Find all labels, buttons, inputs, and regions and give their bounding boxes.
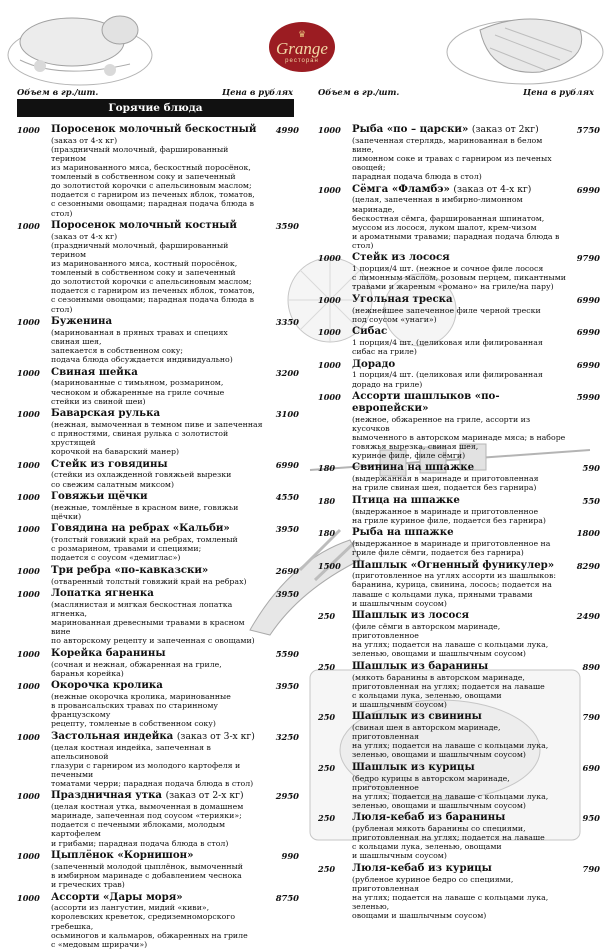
- item-price: 6990: [576, 327, 600, 338]
- item-price: 5590: [275, 648, 299, 659]
- item-volume: 1000: [17, 459, 40, 470]
- item-volume: 1000: [17, 892, 40, 903]
- item-volume: 250: [318, 611, 336, 622]
- item-volume: 1000: [17, 681, 40, 692]
- item-description: (нежная, вымоченная в темном пиве и запеченная с пряностями, свиная рулька с золотистой хрустящей корочкой на баварский манер): [51, 419, 263, 457]
- item-price: 790: [582, 712, 600, 723]
- item-volume: 250: [318, 661, 336, 672]
- menu-item: [318, 184, 600, 250]
- item-volume: 1000: [17, 492, 40, 503]
- item-note: (заказ от 2кг): [471, 124, 539, 135]
- item-name: Поросенок молочный бескостный: [51, 123, 257, 135]
- item-name: Стейк из говядины: [51, 457, 168, 470]
- item-description: (заказ от 4-х кг) (праздничный молочный, фаршированный терином из маринованного мяса, бескостный поросёнок, томленый в собственном соку и запеченный до золотистой корочки с апельсиновым маслом; подается с гарниром из печеных яблок, томатов, с сезонными овощами; парадная подача блюда в стол): [51, 135, 255, 218]
- item-name: Сёмга «Фламбэ»: [352, 182, 450, 195]
- item-description: (маслянистая и мягкая бескостная лопатка ягненка, маринованная древесными травами в красном вине по авторскому рецепту и запеченная с овощами): [51, 599, 255, 646]
- item-price: 3950: [275, 524, 299, 535]
- item-description: (сочная и нежная, обжаренная на гриле, баранья корейка): [51, 659, 222, 678]
- item-price: 8290: [576, 560, 600, 571]
- menu-item: [17, 523, 299, 562]
- item-name: Баварская рулька: [51, 407, 161, 420]
- item-price: 690: [582, 762, 600, 773]
- item-price: 4990: [275, 125, 299, 135]
- menu-item: [17, 459, 299, 489]
- item-volume: 1000: [318, 392, 341, 402]
- item-volume: 250: [318, 762, 336, 773]
- menu-item: [17, 790, 299, 847]
- item-note: (заказ от 2-х кг): [165, 790, 244, 802]
- item-name: Люля-кебаб из баранины: [352, 811, 506, 824]
- menu-item: [318, 391, 600, 460]
- item-name: Рыба «по – царски»: [352, 123, 469, 135]
- item-name: Сибас: [352, 325, 388, 338]
- item-volume: 1000: [17, 589, 40, 600]
- item-volume: 1000: [17, 524, 40, 535]
- menu-item: [17, 680, 299, 728]
- menu-item: [17, 565, 299, 586]
- item-price: 5990: [576, 392, 600, 402]
- item-description: (бедро курицы в авторском маринаде, приготовленное на углях; подается на лаваше с кольцами лука, зеленью, овощами и шашлычным соусом): [352, 773, 549, 810]
- item-price: 950: [582, 813, 600, 824]
- item-description: (целая, запеченная в имбирно-лимонном маринаде, бескостная сёмга, фаршированная шпинатом, муссом из лосося, луком шалот, крем-чизом и ароматными травами; парадная подача блюда в стол): [352, 195, 560, 250]
- item-name: Три ребра «по-кавказски»: [51, 563, 209, 576]
- menu-item: [17, 408, 299, 456]
- item-name: Дорадо: [352, 357, 396, 370]
- item-volume: 250: [318, 863, 336, 874]
- item-price: 3250: [275, 731, 299, 742]
- item-price: 990: [281, 851, 299, 862]
- item-name: Люля-кебаб из курицы: [352, 861, 492, 874]
- item-price: 890: [582, 661, 600, 672]
- crown-icon: ♛: [297, 29, 307, 40]
- item-price: 3950: [275, 681, 299, 692]
- item-name: Говяжьи щёчки: [51, 490, 148, 503]
- item-description: (нежные, томлёные в красном вине, говяжьи щёчки): [51, 502, 239, 521]
- item-name: Праздничная утка: [51, 789, 163, 802]
- item-name: Ассорти «Дары моря»: [51, 890, 183, 903]
- item-price: 9790: [576, 253, 600, 264]
- item-volume: 250: [318, 813, 336, 824]
- item-description: (рубленое куриное бедро со специями, приготовленная на углях; подается на лаваше с кольцами лука, зеленью, овощами и шашлычным соусом): [352, 874, 549, 921]
- grilled-steak-sketch: [440, 0, 610, 90]
- logo-name: Grange: [276, 38, 328, 58]
- item-name: Шашлык из курицы: [352, 760, 475, 773]
- right-menu-column: [318, 124, 600, 923]
- item-description: (нежнейшее запеченное филе черной трески под соусом «унаги»): [352, 305, 541, 324]
- item-description: (целая костная индейка, запеченная в апельсиновой глазури с гарниром из молодого картофеля и печеными томатами черри; парадная подача блюда в стол): [51, 742, 254, 788]
- item-volume: 180: [318, 528, 336, 539]
- menu-item: [318, 762, 600, 810]
- menu-item: [17, 850, 299, 889]
- left-volume-header: Объем в гр./шт.: [17, 87, 99, 97]
- roast-pig-sketch: [0, 0, 160, 92]
- menu-item: [318, 124, 600, 181]
- menu-item: [318, 863, 600, 920]
- item-name: Лопатка ягненка: [51, 587, 154, 600]
- item-description: (отваренный толстый говяжий край на ребрах): [51, 576, 247, 586]
- item-price: 6990: [275, 459, 299, 470]
- item-description: (целая костная утка, вымоченная в домашнем маринаде, запеченная под соусом «терияки»; подается с печеными яблоками, молодым картофелем и грибами; парадная подача блюда в стол): [51, 802, 244, 848]
- item-price: 8750: [275, 892, 299, 903]
- item-name: Говядина на ребрах «Кальби»: [51, 522, 230, 535]
- menu-item: [318, 495, 600, 525]
- item-name: Рыба на шпажке: [352, 526, 454, 539]
- item-volume: 1000: [17, 317, 40, 328]
- item-description: (заказ от 4-х кг) (праздничный молочный, фаршированный терином из маринованного мяса, костный поросёнок, томленый в собственном соку и запеченный до золотистой корочки с апельсиновым маслом; подается с гарниром из печеных яблок, томатов, с сезонными овощами; парадная подача блюда в стол): [51, 231, 255, 314]
- item-volume: 1000: [17, 125, 40, 135]
- item-price: 3350: [275, 317, 299, 328]
- menu-item: [318, 359, 600, 389]
- section-title: Горячие блюда: [17, 99, 294, 117]
- item-name: Шашлык из свинины: [352, 710, 482, 723]
- item-description: (выдержанное в маринаде и приготовленное на гриле куриное филе, подается без гарнира): [352, 506, 546, 525]
- item-price: 5750: [576, 125, 600, 135]
- menu-item: [318, 252, 600, 291]
- item-name: Стейк из лосося: [352, 251, 450, 264]
- item-name: Свинина на шпажке: [352, 461, 475, 474]
- menu-item: [17, 124, 299, 218]
- menu-item: [318, 610, 600, 658]
- item-price: 3950: [275, 589, 299, 600]
- menu-item: [318, 711, 600, 759]
- item-price: 3200: [275, 367, 299, 378]
- item-volume: 1000: [17, 409, 40, 420]
- item-price: 6990: [576, 294, 600, 305]
- item-name: Шашлык «Огненный фуникулер»: [352, 558, 555, 571]
- item-description: (маринованные с тимьяном, розмарином, чесноком и обжаренные на гриле сочные стейки из свиной шеи): [51, 378, 225, 406]
- item-description: (запеченная стерлядь, маринованная в белом вине, лимонном соке и травах с гарниром из печеных овощей; парадная подача блюда в стол): [352, 135, 552, 182]
- item-volume: 1500: [318, 560, 341, 571]
- item-description: (маринованная в пряных травах и специях свиная шея, запекается в собственном соку; подача блюда обсуждается индивидуально): [51, 327, 233, 365]
- item-name: Угольная треска: [352, 292, 453, 305]
- item-volume: 1000: [318, 253, 341, 264]
- item-name: Свиная шейка: [51, 365, 138, 378]
- item-description: (мякоть баранины в авторском маринаде, приготовленная на углях; подается на лаваше с кольцами лука, зеленью, овощами и шашлычным соусом): [352, 672, 545, 709]
- item-description: (ассорти из лангустин, мидий «киви», королевских креветок, средиземноморского гребешка, осьминогов и кальмаров, обжаренных на гриле с «медовым шрирачи»): [51, 903, 248, 949]
- menu-item: [318, 326, 600, 356]
- item-name: Окорочка кролика: [51, 679, 163, 692]
- menu-item: [318, 462, 600, 492]
- item-price: 2950: [275, 791, 299, 802]
- item-description: (нежное, обжаренное на гриле, ассорти из кусочков вымоченного в авторском маринаде мяса; в наборе говяжья вырезка, свиная шея, куриное филе, филе сёмги): [352, 414, 566, 460]
- item-volume: 1000: [17, 791, 40, 802]
- item-description: 1 порция/4 шт. (целиковая или филированная сибас на гриле): [352, 338, 543, 357]
- menu-item: [17, 491, 299, 521]
- item-name: Шашлык из лосося: [352, 609, 470, 622]
- menu-item: [318, 560, 600, 608]
- item-price: 3590: [275, 221, 299, 232]
- item-price: 790: [582, 863, 600, 874]
- item-description: (рубленая мякоть баранины со специями, приготовленная на углях; подается на лаваше с кольцами лука, зеленью, овощами и шашлычным соусом): [352, 824, 545, 861]
- item-price: 2690: [275, 565, 299, 576]
- item-price: 6990: [576, 359, 600, 370]
- menu-item: [17, 316, 299, 364]
- item-volume: 1000: [17, 731, 40, 742]
- item-name: Птица на шпажке: [352, 493, 460, 506]
- menu-item: [17, 588, 299, 645]
- menu-item: [318, 661, 600, 709]
- menu-item: [17, 367, 299, 406]
- item-volume: 1000: [17, 851, 40, 862]
- item-description: (филе сёмги в авторском маринаде, приготовленное на углях; подается на лаваше с кольцами лука, зеленью, овощами и шашлычным соусом): [352, 621, 549, 659]
- item-description: (нежные окорочка кролика, маринованные в провансальских травах по старинному французскому рецепту, томленые в собственном соку): [51, 691, 231, 729]
- left-price-header: Цена в рублях: [222, 87, 293, 97]
- item-price: 6990: [576, 184, 600, 195]
- item-name: Застольная индейка: [51, 729, 174, 742]
- item-description: (толстый говяжий край на ребрах, томленый с розмарином, травами и специями; подается с соусом «демиглас»): [51, 535, 238, 563]
- item-name: Цыплёнок «Корнишон»: [51, 849, 194, 862]
- item-name: Корейка баранины: [51, 646, 166, 659]
- item-volume: 1000: [17, 565, 40, 576]
- item-description: 1 порция/4 шт. (нежное и сочное филе лосося с лимонным маслом, розовым перцем, пикантными травами и жареным «романо» на гриле/на пару): [352, 264, 566, 292]
- item-price: 1800: [576, 528, 600, 539]
- item-description: (запеченный молодой цыплёнок, вымоченный в имбирном маринаде с добавлением чеснока и греческих трав): [51, 861, 243, 890]
- item-description: (свиная шея в авторском маринаде, приготовленная на углях; подается на лаваше с кольцами лука, зеленью, овощами и шашлычным соусом): [352, 723, 549, 760]
- item-description: (выдержанное в маринаде и приготовленное на гриле филе сёмги, подается без гарнира): [352, 539, 551, 558]
- item-volume: 1000: [318, 125, 341, 135]
- right-price-header: Цена в рублях: [523, 87, 594, 97]
- item-name: Шашлык из баранины: [352, 659, 489, 672]
- left-menu-column: [17, 124, 299, 951]
- item-price: 590: [582, 463, 600, 474]
- item-price: 3100: [275, 409, 299, 420]
- item-volume: 250: [318, 712, 336, 723]
- item-price: 2490: [576, 611, 600, 622]
- item-volume: 1000: [318, 359, 341, 370]
- logo-subtitle: ресторан: [285, 57, 319, 64]
- item-description: (выдержанная в маринаде и приготовленная на гриле свиная шея, подается без гарнира): [352, 474, 539, 493]
- item-volume: 180: [318, 463, 336, 474]
- item-note: (заказ от 4-х кг): [453, 183, 532, 195]
- menu-item: [318, 527, 600, 557]
- restaurant-logo: [269, 22, 335, 72]
- item-price: 550: [582, 495, 600, 506]
- item-volume: 1000: [17, 648, 40, 659]
- item-volume: 1000: [17, 221, 40, 232]
- item-volume: 180: [318, 495, 336, 506]
- item-name: Буженина: [51, 315, 113, 328]
- menu-item: [17, 731, 299, 788]
- item-name: Поросенок молочный костный: [51, 219, 237, 232]
- item-description: (стейки из охлажденной говяжьей вырезки со свежим салатным миксом): [51, 470, 232, 489]
- item-volume: 1000: [318, 294, 341, 305]
- menu-item: [318, 812, 600, 860]
- item-volume: 1000: [318, 184, 341, 195]
- menu-item: [17, 892, 299, 949]
- item-price: 4550: [275, 492, 299, 503]
- item-description: (приготовленное на углях ассорти из шашлыков: баранина, курица, свинина, лосось; подается на лаваше с кольцами лука, пряными травами и шашлычным соусом): [352, 571, 556, 608]
- right-volume-header: Объем в гр./шт.: [318, 87, 400, 97]
- item-volume: 1000: [17, 367, 40, 378]
- item-note: (заказ от 3-х кг): [176, 730, 255, 742]
- item-description: 1 порция/4 шт. (целиковая или филированная дорадо на гриле): [352, 370, 543, 389]
- menu-item: [17, 648, 299, 678]
- item-name: Ассорти шашлыков «по-европейски»: [352, 390, 500, 414]
- menu-item: [17, 220, 299, 314]
- menu-item: [318, 294, 600, 324]
- item-volume: 1000: [318, 327, 341, 338]
